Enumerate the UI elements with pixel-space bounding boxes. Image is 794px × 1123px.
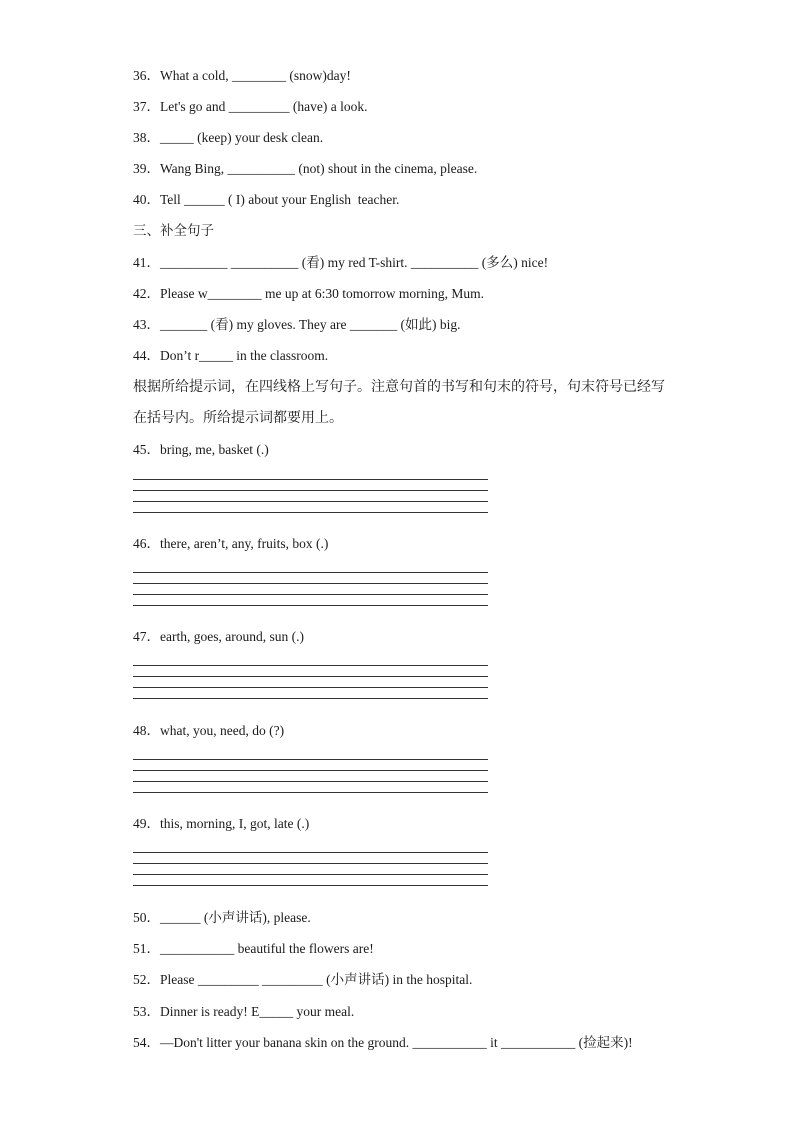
- grid-line: [133, 605, 488, 606]
- grid-line: [133, 594, 488, 595]
- question-44: 44．Don’t r_____ in the classroom.: [133, 348, 329, 363]
- grid-line: [133, 698, 488, 699]
- grid-line: [133, 676, 488, 677]
- grid-line: [133, 583, 488, 584]
- grid-line: [133, 479, 488, 480]
- question-40: 40．Tell ______ ( I) about your English teacher.: [133, 192, 400, 207]
- grid-line: [133, 512, 488, 513]
- four-line-grid-47[interactable]: [133, 665, 488, 699]
- question-47: 47．earth, goes, around, sun (.): [133, 629, 304, 644]
- question-53: 53．Dinner is ready! E_____ your meal.: [133, 1004, 355, 1019]
- grid-line: [133, 665, 488, 666]
- grid-line: [133, 490, 488, 491]
- four-line-grid-49[interactable]: [133, 852, 488, 886]
- question-49: 49．this, morning, I, got, late (.): [133, 816, 310, 831]
- question-46: 46．there, aren’t, any, fruits, box (.): [133, 536, 329, 551]
- question-48: 48．what, you, need, do (?): [133, 723, 285, 738]
- grid-line: [133, 863, 488, 864]
- four-line-grid-45[interactable]: [133, 479, 488, 513]
- question-36: 36．What a cold, ________ (snow)day!: [133, 68, 351, 83]
- four-line-grid-48[interactable]: [133, 759, 488, 793]
- question-50: 50．______ (小声讲话), please.: [133, 910, 311, 925]
- question-42: 42．Please w________ me up at 6:30 tomorrow morning, Mum.: [133, 286, 484, 301]
- grid-line: [133, 852, 488, 853]
- grid-line: [133, 770, 488, 771]
- four-line-grid-46[interactable]: [133, 572, 488, 606]
- grid-line: [133, 759, 488, 760]
- question-52: 52．Please _________ _________ (小声讲话) in the hospital.: [133, 972, 473, 987]
- instruction-text: 根据所给提示词，在四线格上写句子。注意句首的书写和句末的符号，句末符号已经写在括号内。所给提示词都要用上。: [133, 379, 665, 426]
- grid-line: [133, 885, 488, 886]
- question-39: 39．Wang Bing, __________ (not) shout in the cinema, please.: [133, 161, 478, 176]
- question-37: 37．Let's go and _________ (have) a look.: [133, 99, 368, 114]
- question-54: 54．—Don't litter your banana skin on the ground. ___________ it ___________ (捡起来)!: [133, 1035, 633, 1050]
- grid-line: [133, 792, 488, 793]
- grid-line: [133, 687, 488, 688]
- section-heading-complete-sentences: 三、补全句子: [133, 223, 214, 239]
- question-51: 51．___________ beautiful the flowers are!: [133, 941, 374, 956]
- grid-line: [133, 874, 488, 875]
- question-41: 41．__________ __________ (看) my red T-shirt. __________ (多么) nice!: [133, 255, 549, 270]
- grid-line: [133, 572, 488, 573]
- question-43: 43．_______ (看) my gloves. They are _______ (如此) big.: [133, 317, 461, 332]
- question-45: 45．bring, me, basket (.): [133, 442, 269, 457]
- question-38: 38．_____ (keep) your desk clean.: [133, 130, 324, 145]
- grid-line: [133, 781, 488, 782]
- grid-line: [133, 501, 488, 502]
